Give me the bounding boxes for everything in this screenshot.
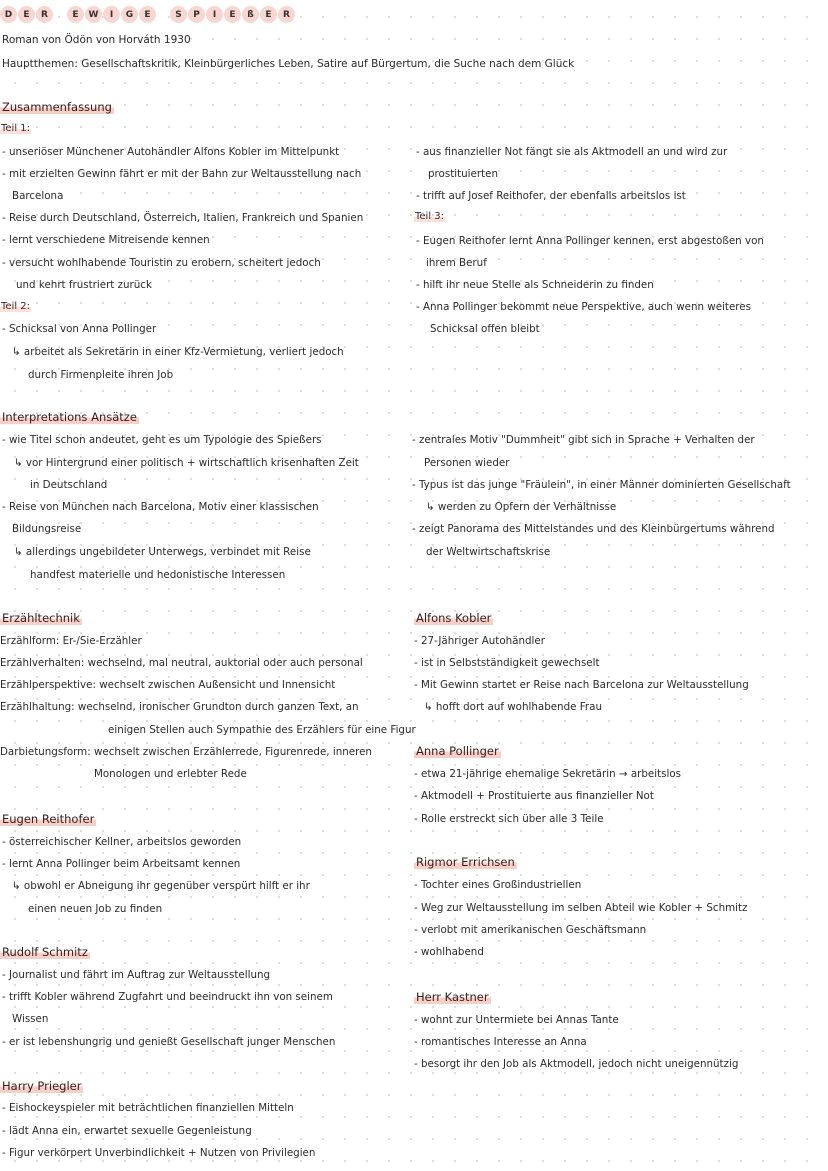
title-letter: E (139, 6, 156, 23)
list-item: - wie Titel schon andeutet, geht es um Typologie des Spießers (2, 434, 322, 446)
character-rigmor-errichsen: Rigmor Errichsen (416, 855, 515, 869)
list-item: - Journalist und fährt im Auftrag zur Weltausstellung (2, 969, 271, 981)
title-letter: E (224, 6, 241, 23)
title (0, 6, 307, 23)
list-item: einigen Stellen auch Sympathie des Erzählers für eine Figur (108, 724, 416, 736)
list-item: - romantisches Interesse an Anna (414, 1036, 587, 1048)
list-item: - er ist lebenshungrig und genießt Gesellschaft junger Menschen (2, 1036, 336, 1048)
character-harry-priegler: Harry Priegler (2, 1079, 82, 1093)
list-item: handfest materielle und hedonistische Interessen (30, 569, 286, 581)
title-letter: E (67, 6, 84, 23)
list-item: - lernt verschiedene Mitreisende kennen (2, 234, 210, 246)
title-word-ewige (67, 6, 156, 23)
title-letter: R (278, 6, 295, 23)
list-item: - Weg zur Weltausstellung im selben Abteil wie Kobler + Schmitz (414, 902, 748, 914)
title-letter: I (103, 6, 120, 23)
list-item: in Deutschland (30, 479, 108, 491)
list-item: Erzählhaltung: wechselnd, ironischer Grundton durch ganzen Text, an (0, 701, 359, 713)
teil2-label: Teil 2: (1, 301, 31, 312)
list-item: - ist in Selbstständigkeit gewechselt (414, 657, 600, 669)
title-letter: S (170, 6, 187, 23)
list-item: - lernt Anna Pollinger beim Arbeitsamt kennen (2, 858, 241, 870)
list-item: - zentrales Motiv "Dummheit" gibt sich in Sprache + Verhalten der (412, 434, 755, 446)
character-rudolf-schmitz: Rudolf Schmitz (2, 945, 88, 959)
list-item: - trifft auf Josef Reithofer, der ebenfalls arbeitslos ist (416, 190, 686, 202)
technique-heading: Erzähltechnik (2, 611, 80, 625)
list-item: - verlobt mit amerikanischen Geschäftsmann (414, 924, 647, 936)
list-item: Erzählverhalten: wechselnd, mal neutral, auktorial oder auch personal (0, 657, 363, 669)
list-item: - 27-Jähriger Autohändler (414, 635, 545, 647)
title-letter: R (36, 6, 53, 23)
list-item: Schicksal offen bleibt (430, 323, 540, 335)
list-item: ↳ allerdings ungebildeter Unterwegs, verbindet mit Reise (14, 546, 311, 558)
list-item: Bildungsreise (12, 523, 82, 535)
list-item: - Anna Pollinger bekommt neue Perspektive, auch wenn weiteres (416, 301, 751, 313)
list-item: - zeigt Panorama des Mittelstandes und des Kleinbürgertums während (412, 523, 775, 535)
title-letter: E (260, 6, 277, 23)
list-item: - Rolle erstreckt sich über alle 3 Teile (414, 813, 604, 825)
interpretation-heading: Interpretations Ansätze (2, 410, 137, 424)
list-item: Personen wieder (424, 457, 510, 469)
list-item: durch Firmenpleite ihren Job (28, 369, 174, 381)
summary-heading: Zusammenfassung (2, 100, 112, 114)
list-item: ↳ arbeitet als Sekretärin in einer Kfz-Vermietung, verliert jedoch (12, 346, 344, 358)
list-item: ↳ obwohl er Abneigung ihr gegenüber verspürt hilft er ihr (12, 880, 310, 892)
list-item: - lädt Anna ein, erwartet sexuelle Gegenleistung (2, 1125, 252, 1137)
list-item: - unseriöser Münchener Autohändler Alfons Kobler im Mittelpunkt (2, 146, 340, 158)
list-item: - Schicksal von Anna Pollinger (2, 323, 157, 335)
list-item: - Tochter eines Großindustriellen (414, 879, 582, 891)
list-item: - hilft ihr neue Stelle als Schneiderin zu finden (416, 279, 654, 291)
title-letter: W (85, 6, 102, 23)
list-item: Monologen und erlebter Rede (94, 768, 247, 780)
list-item: - etwa 21-jährige ehemalige Sekretärin → arbeitslos (414, 768, 682, 780)
title-letter: E (18, 6, 35, 23)
list-item: der Weltwirtschaftskrise (426, 546, 551, 558)
title-word-spiesser (170, 6, 295, 23)
list-item: prostituierten (428, 168, 498, 180)
list-item: - trifft Kobler während Zugfahrt und beeindruckt ihn von seinem (2, 991, 333, 1003)
teil3-label: Teil 3: (415, 211, 445, 222)
list-item: ↳ vor Hintergrund einer politisch + wirtschaftlich krisenhaften Zeit (14, 457, 359, 469)
list-item: - wohlhabend (414, 946, 484, 958)
list-item: - wohnt zur Untermiete bei Annas Tante (414, 1014, 619, 1026)
list-item: und kehrt frustriert zurück (16, 279, 152, 291)
title-letter: I (206, 6, 223, 23)
list-item: ↳ hofft dort auf wohlhabende Frau (424, 701, 602, 713)
title-letter: P (188, 6, 205, 23)
list-item: - besorgt ihr den Job als Aktmodell, jedoch nicht uneigennützig (414, 1058, 739, 1070)
title-word-der (0, 6, 53, 23)
author-line: Roman von Ödön von Horváth 1930 (2, 34, 191, 46)
list-item: - Reise durch Deutschland, Österreich, Italien, Frankreich und Spanien (2, 212, 364, 224)
list-item: - Eugen Reithofer lernt Anna Pollinger kennen, erst abgestoßen von (416, 235, 764, 247)
character-herr-kastner: Herr Kastner (416, 990, 489, 1004)
themes-line: Hauptthemen: Gesellschaftskritik, Kleinbürgerliches Leben, Satire auf Bürgertum, die Suche nach dem Glück (2, 58, 575, 70)
list-item: ↳ werden zu Opfern der Verhältnisse (426, 501, 617, 513)
character-eugen-reithofer: Eugen Reithofer (2, 812, 95, 826)
list-item: Erzählperspektive: wechselt zwischen Außensicht und Innensicht (0, 679, 336, 691)
character-alfons-kobler: Alfons Kobler (416, 611, 492, 625)
list-item: einen neuen Job zu finden (28, 903, 163, 915)
list-item: Barcelona (12, 190, 64, 202)
list-item: - Mit Gewinn startet er Reise nach Barcelona zur Weltausstellung (414, 679, 749, 691)
list-item: ihrem Beruf (426, 257, 487, 269)
list-item: - Typus ist das junge "Fräulein", in einer Männer dominierten Gesellschaft (412, 479, 791, 491)
title-letter: ß (242, 6, 259, 23)
list-item: - Aktmodell + Prostituierte aus finanzieller Not (414, 790, 654, 802)
list-item: - Figur verkörpert Unverbindlichkeit + Nutzen von Privilegien (2, 1147, 316, 1159)
list-item: Erzählform: Er-/Sie-Erzähler (0, 635, 142, 647)
list-item: - österreichischer Kellner, arbeitslos geworden (2, 836, 242, 848)
list-item: - aus finanzieller Not fängt sie als Aktmodell an und wird zur (416, 146, 728, 158)
teil1-label: Teil 1: (1, 123, 31, 134)
title-letter: G (121, 6, 138, 23)
list-item: - Reise von München nach Barcelona, Motiv einer klassischen (2, 501, 319, 513)
list-item: Darbietungsform: wechselt zwischen Erzählerrede, Figurenrede, inneren (0, 746, 372, 758)
character-anna-pollinger: Anna Pollinger (416, 744, 499, 758)
list-item: Wissen (12, 1013, 49, 1025)
title-letter: D (0, 6, 17, 23)
list-item: - mit erzielten Gewinn fährt er mit der Bahn zur Weltausstellung nach (2, 168, 362, 180)
list-item: - versucht wohlhabende Touristin zu erobern, scheitert jedoch (2, 257, 321, 269)
list-item: - Eishockeyspieler mit beträchtlichen finanziellen Mitteln (2, 1102, 294, 1114)
